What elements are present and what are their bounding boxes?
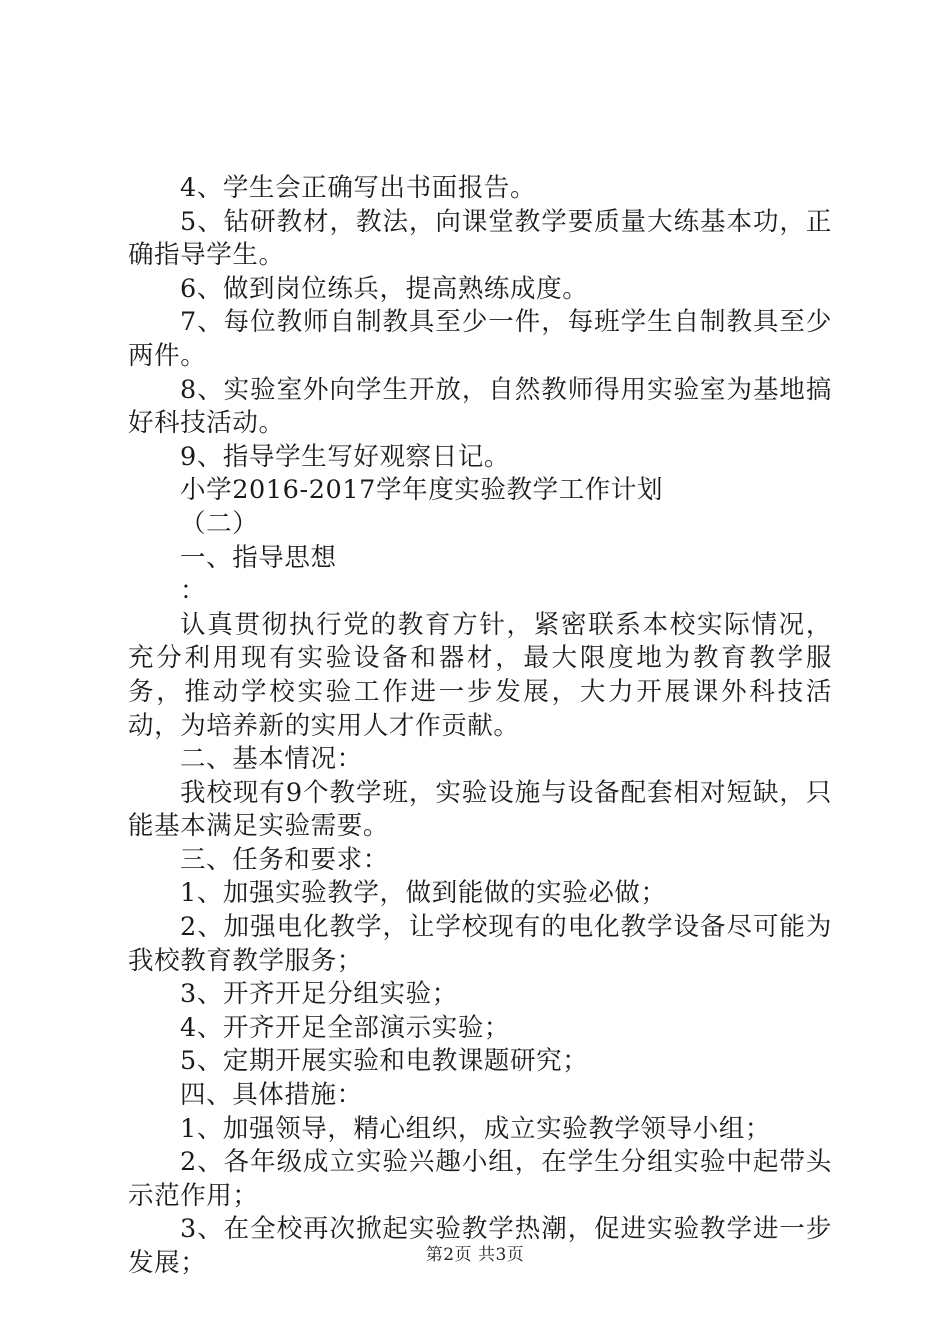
page-footer: 第2页 共3页 xyxy=(425,1245,525,1265)
paragraph: 5、钻研教材，教法，向课堂教学要质量大练基本功，正确指导学生。 xyxy=(128,206,832,271)
paragraph: 9、指导学生写好观察日记。 xyxy=(180,441,511,472)
paragraph: 8、实验室外向学生开放，自然教师得用实验室为基地搞好科技活动。 xyxy=(128,374,832,439)
list-item: 1、加强领导，精心组织，成立实验教学领导小组； xyxy=(180,1113,772,1144)
document-body xyxy=(128,172,832,1281)
list-item: 4、开齐开足全部演示实验； xyxy=(180,1012,511,1043)
list-item: 2、加强电化教学，让学校现有的电化教学设备尽可能为我校教育教学服务； xyxy=(128,912,832,976)
paragraph: 认真贯彻执行党的教育方针，紧密联系本校实际情况，充分利用现有实验设备和器材，最大限度地为教育教学服务，推动学校实验工作进一步发展，大力开展课外科技活动，为培养新的实用人才作贡献。 xyxy=(128,609,832,741)
list-item: 3、在全校再次掀起实验教学热潮，促进实验教学进一步发展； xyxy=(128,1214,832,1278)
colon-line: ： xyxy=(180,576,207,607)
heading-measures: 四、具体措施： xyxy=(180,1080,363,1111)
section-subtitle: （二） xyxy=(180,508,259,539)
paragraph: 7、每位教师自制教具至少一件，每班学生自制教具至少两件。 xyxy=(128,307,832,371)
paragraph: 4、学生会正确写出书面报告。 xyxy=(180,173,537,203)
heading-basic-situation: 二、基本情况： xyxy=(180,744,363,775)
paragraph: 6、做到岗位练兵，提高熟练成度。 xyxy=(180,273,589,304)
list-item: 1、加强实验教学，做到能做的实验必做； xyxy=(180,878,667,909)
heading-tasks: 三、任务和要求： xyxy=(180,844,389,875)
heading-guiding-ideology: 一、指导思想 xyxy=(180,542,337,573)
section-title: 小学2016-2017学年度实验教学工作计划 xyxy=(180,475,664,506)
list-item: 3、开齐开足分组实验； xyxy=(180,979,458,1010)
paragraph: 我校现有9个教学班，实验设施与设备配套相对短缺，只能基本满足实验需要。 xyxy=(128,777,832,842)
list-item: 2、各年级成立实验兴趣小组，在学生分组实验中起带头示范作用； xyxy=(128,1147,832,1211)
list-item: 5、定期开展实验和电教课题研究； xyxy=(180,1046,589,1077)
